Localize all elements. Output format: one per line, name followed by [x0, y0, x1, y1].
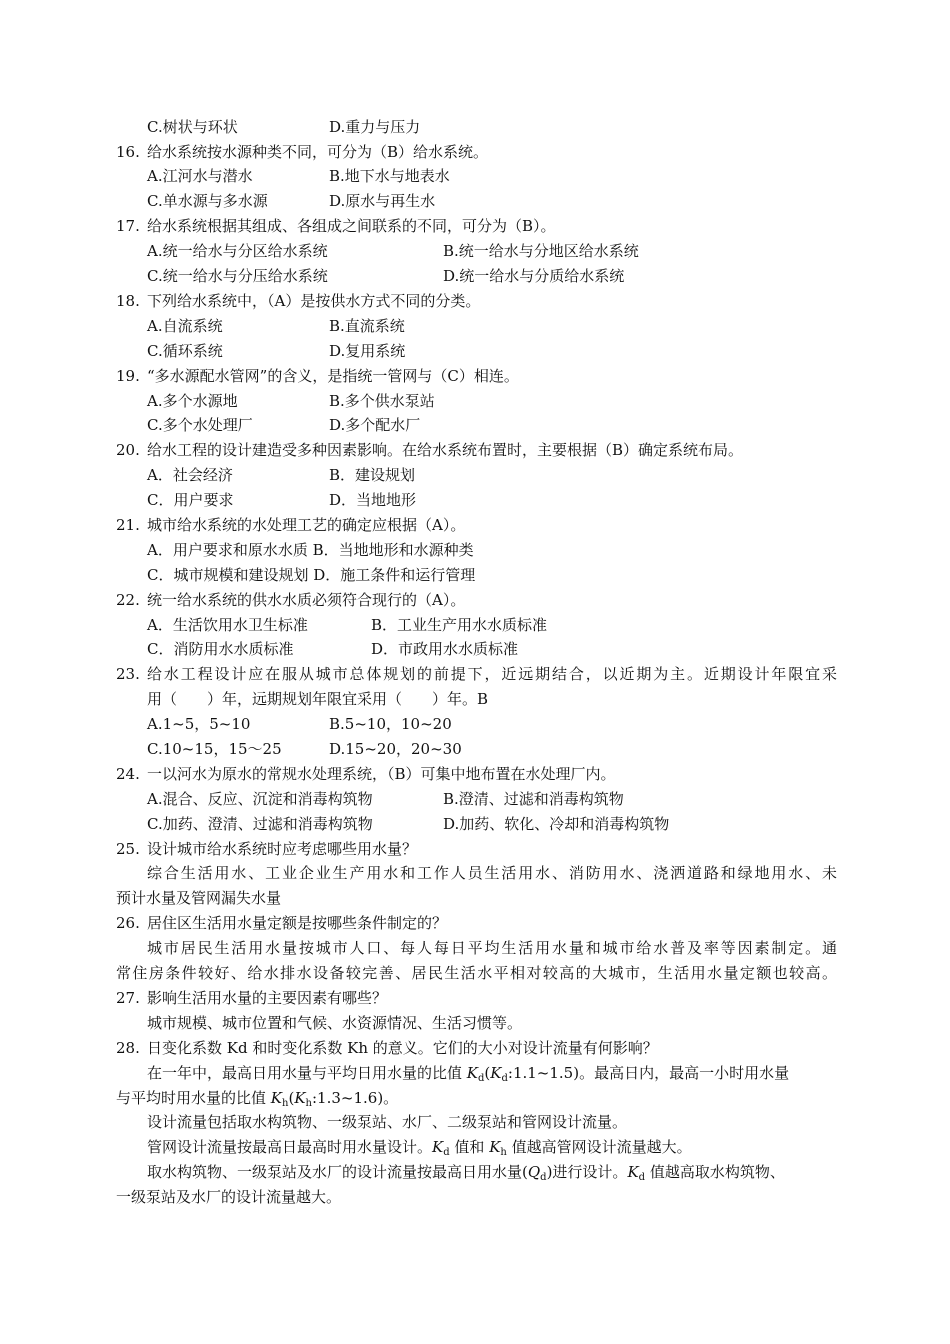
option-c: C.循环系统: [147, 342, 223, 360]
question-number: 19.: [116, 367, 140, 385]
option-c: C.单水源与多水源: [147, 192, 268, 210]
option-b: B.统一给水与分地区给水系统: [443, 242, 639, 260]
question-text: 影响生活用水量的主要因素有哪些？: [147, 989, 388, 1007]
answer-text: 在一年中，最高日用水量与平均日用水量的比值 $K_d(K_d:1.1\sim 1.5)$。最高日内，最高一小时用水量: [147, 1064, 790, 1084]
option-d: D.重力与压力: [329, 118, 421, 136]
question-number: 20.: [116, 441, 140, 459]
option-ab: A．用户要求和原水水质 B．当地地形和水源种类: [147, 541, 474, 559]
option-c: C.10~15，15～25: [147, 740, 282, 758]
answer-text: 一级泵站及水厂的设计流量越大。: [116, 1188, 342, 1206]
question-number: 26.: [116, 914, 140, 932]
option-cd: C．城市规模和建设规划 D．施工条件和运行管理: [147, 566, 476, 584]
option-d: D.原水与再生水: [329, 192, 436, 210]
answer-text: 与平均时用水量的比值 $K_h(K_h:1.3\sim 1.6)$。: [116, 1089, 399, 1109]
option-a: A.1~5，5~10: [147, 715, 251, 733]
answer-text: 综合生活用水、工业企业生产用水和工作人员生活用水、消防用水、浇洒道路和绿地用水、未: [147, 864, 837, 882]
question-number: 17.: [116, 217, 140, 235]
option-c: C.树状与环状: [147, 118, 238, 136]
question-text: 给水系统根据其组成、各组成之间联系的不同，可分为（B）。: [147, 217, 556, 235]
answer-text: 取水构筑物、一级泵站及水厂的设计流量按最高日用水量$(Q_d)$进行设计。$K_d$ 值越高取水构筑物、: [147, 1163, 785, 1183]
question-number: 28.: [116, 1039, 140, 1057]
question-text: 用（ ）年，远期规划年限宜采用（ ）年。B: [147, 690, 489, 708]
option-b: B.直流系统: [329, 317, 405, 335]
question-number: 23.: [116, 665, 140, 683]
option-d: D.统一给水与分质给水系统: [443, 267, 625, 285]
question-text: 统一给水系统的供水水质必须符合现行的（A）。: [147, 591, 466, 609]
option-b: B.地下水与地表水: [329, 167, 450, 185]
answer-text: 常住房条件较好、给水排水设备较完善、居民生活水平相对较高的大城市，生活用水量定额也较高。: [116, 964, 837, 982]
option-a: A.自流系统: [147, 317, 223, 335]
option-a: A.混合、反应、沉淀和消毒构筑物: [147, 790, 373, 808]
option-b: B.多个供水泵站: [329, 392, 435, 410]
option-a: A．生活饮用水卫生标准: [147, 616, 308, 634]
option-d: D.加药、软化、冷却和消毒构筑物: [443, 815, 670, 833]
option-d: D．市政用水水质标准: [371, 640, 519, 658]
question-text: 居住区生活用水量定额是按哪些条件制定的？: [147, 914, 448, 932]
answer-text: 设计流量包括取水构筑物、一级泵站、水厂、二级泵站和管网设计流量。: [147, 1113, 628, 1131]
question-text: 给水系统按水源种类不同，可分为（B）给水系统。: [147, 143, 489, 161]
option-b: B.5~10，10~20: [329, 715, 452, 733]
option-c: C．消防用水水质标准: [147, 640, 294, 658]
question-number: 27.: [116, 989, 140, 1007]
option-b: B.澄清、过滤和消毒构筑物: [443, 790, 624, 808]
question-text: 设计城市给水系统时应考虑哪些用水量？: [147, 840, 418, 858]
question-text: 一以河水为原水的常规水处理系统，（B）可集中地布置在水处理厂内。: [147, 765, 616, 783]
option-a: A.江河水与潜水: [147, 167, 253, 185]
question-text: 给水工程设计应在服从城市总体规划的前提下，近远期结合，以近期为主。近期设计年限宜采: [147, 665, 837, 683]
option-c: C.加药、澄清、过滤和消毒构筑物: [147, 815, 373, 833]
answer-text: 预计水量及管网漏失水量: [116, 889, 282, 907]
question-number: 24.: [116, 765, 140, 783]
option-d: D．当地地形: [329, 491, 417, 509]
option-b: B．建设规划: [329, 466, 416, 484]
question-number: 21.: [116, 516, 140, 534]
option-c: C.多个水处理厂: [147, 416, 253, 434]
option-d: D.复用系统: [329, 342, 406, 360]
question-text: “多水源配水管网”的含义，是指统一管网与（C）相连。: [147, 367, 519, 385]
question-number: 25.: [116, 840, 140, 858]
question-text: 下列给水系统中，（A）是按供水方式不同的分类。: [147, 292, 481, 310]
option-c: C.统一给水与分压给水系统: [147, 267, 328, 285]
question-text: 城市给水系统的水处理工艺的确定应根据（A）。: [147, 516, 466, 534]
answer-text: 城市规模、城市位置和气候、水资源情况、生活习惯等。: [147, 1014, 523, 1032]
answer-text: 城市居民生活用水量按城市人口、每人每日平均生活用水量和城市给水普及率等因素制定。通: [147, 939, 837, 957]
answer-text: 管网设计流量按最高日最高时用水量设计。$K_d$ 值和 $K_h$ 值越高管网设计流量越大。: [147, 1138, 692, 1158]
option-c: C．用户要求: [147, 491, 234, 509]
option-d: D.15~20，20~30: [329, 740, 462, 758]
option-b: B．工业生产用水水质标准: [371, 616, 548, 634]
option-a: A.多个水源地: [147, 392, 238, 410]
question-number: 22.: [116, 591, 140, 609]
question-number: 16.: [116, 143, 140, 161]
option-d: D.多个配水厂: [329, 416, 421, 434]
question-text: 日变化系数 Kd 和时变化系数 Kh 的意义。它们的大小对设计流量有何影响？: [147, 1039, 658, 1057]
question-text: 给水工程的设计建造受多种因素影响。在给水系统布置时，主要根据（B）确定系统布局。: [147, 441, 744, 459]
question-number: 18.: [116, 292, 140, 310]
option-a: A．社会经济: [147, 466, 233, 484]
option-a: A.统一给水与分区给水系统: [147, 242, 328, 260]
